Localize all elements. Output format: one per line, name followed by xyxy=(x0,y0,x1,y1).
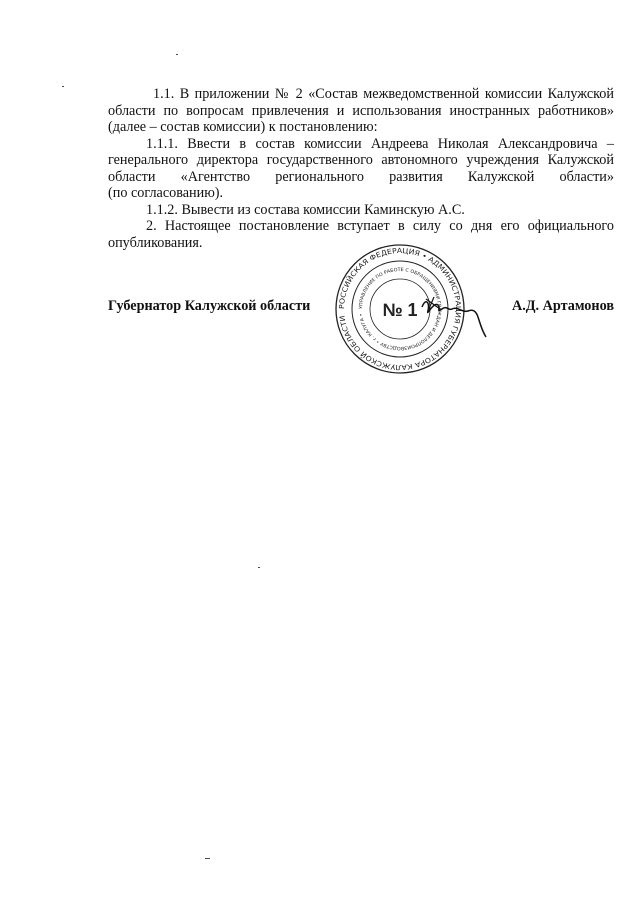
handwritten-signature xyxy=(420,285,495,340)
scan-speck xyxy=(176,54,178,55)
text-line: области «Агентство регионального развития Калужской области» xyxy=(108,168,614,185)
text-line: 2. Настоящее постановление вступает в силу со дня его официального xyxy=(146,218,614,234)
text-line: области по вопросам привлечения и использования иностранных работников» xyxy=(108,102,614,119)
paragraph-1-1 xyxy=(108,86,614,136)
scan-speck xyxy=(258,567,260,568)
text-line: 1.1.2. Вывести из состава комиссии Каминскую А.С. xyxy=(146,201,465,218)
stamp-number: № 1 xyxy=(382,300,418,320)
text-line: 1.1.1. Ввести в состав комиссии Андреева Николая Александровича – xyxy=(146,135,614,152)
text-line: (далее – состав комиссии) к постановлению: xyxy=(108,119,378,135)
paragraph-1-1-2 xyxy=(108,202,614,219)
scan-speck xyxy=(62,86,64,87)
document-body xyxy=(108,86,614,251)
signatory-name: А.Д. Артамонов xyxy=(512,298,614,314)
text-line: 1.1. В приложении № 2 «Состав межведомственной комиссии Калужской xyxy=(153,86,614,102)
stamp-inner-text: УПРАВЛЕНИЕ ПО РАБОТЕ С ОБРАЩЕНИЯМИ ГРАЖДАН И ДЕЛОПРОИЗВОДСТВУ • г. КАЛУГА • xyxy=(358,267,442,351)
text-line: генерального директора государственного автономного учреждения Калужской xyxy=(108,152,614,168)
stamp-outer-text: РОССИЙСКАЯ ФЕДЕРАЦИЯ • АДМИНИСТРАЦИЯ ГУБЕРНАТОРА КАЛУЖСКОЙ ОБЛАСТИ xyxy=(337,246,463,372)
signatory-title: Губернатор Калужской области xyxy=(108,298,311,314)
text-line: (по согласованию). xyxy=(108,185,224,201)
scan-speck xyxy=(205,858,210,859)
text-line: опубликования. xyxy=(108,234,203,251)
paragraph-1-1-1 xyxy=(108,136,614,202)
